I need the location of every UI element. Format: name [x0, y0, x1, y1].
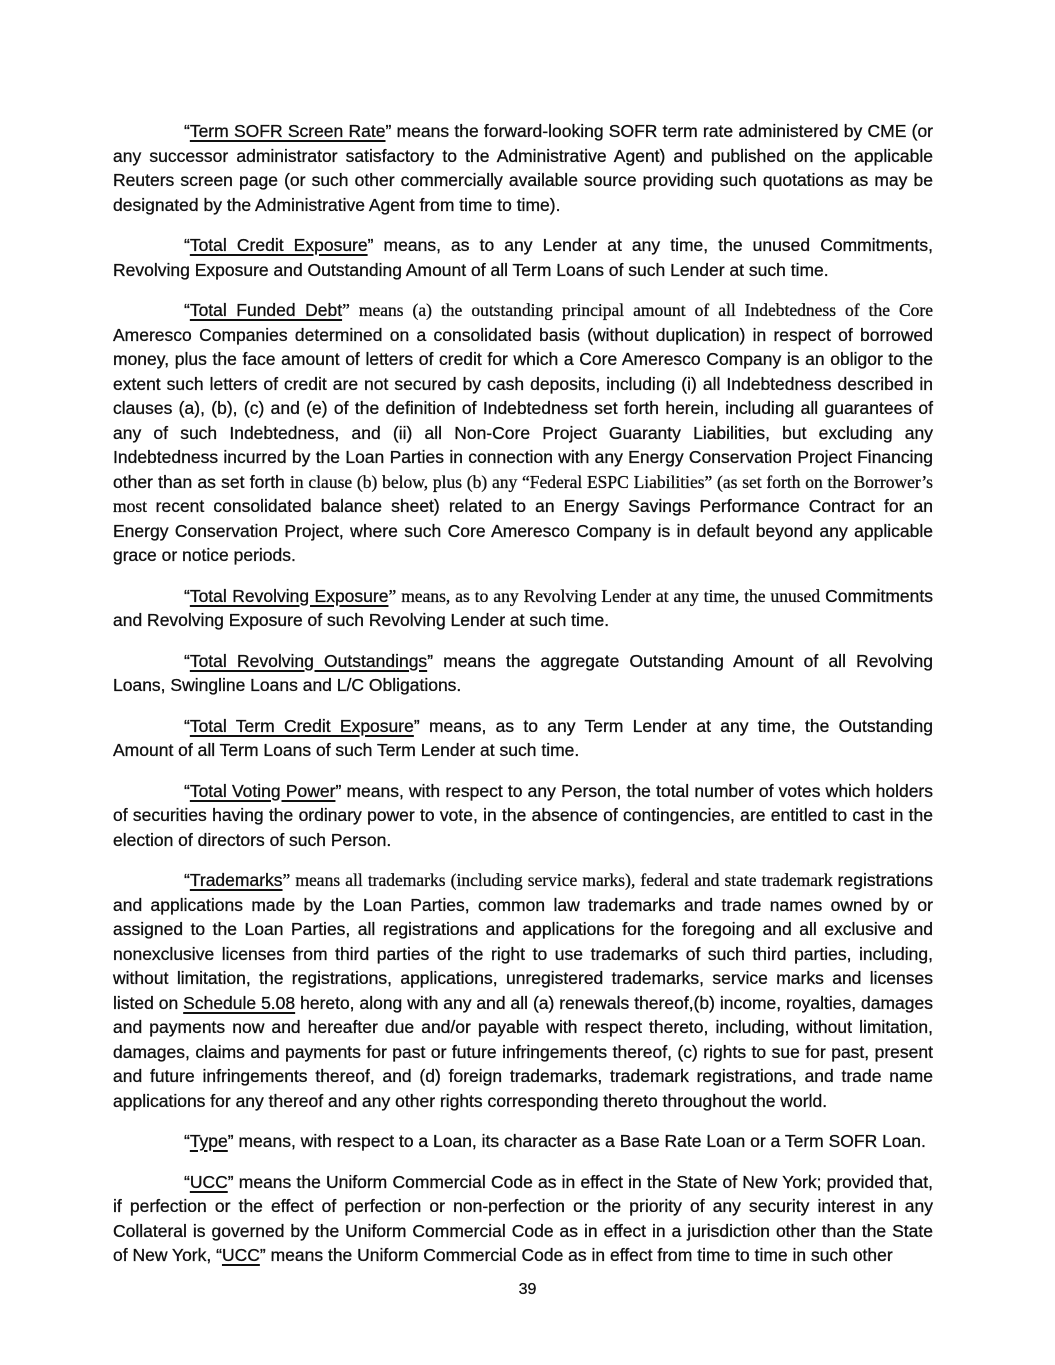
definition-text: ” means the aggregate Outstanding Amount of all Revolving Loans, Swingline Loans and L/C Obligations. — [113, 650, 934, 695]
definition-text: “ — [184, 121, 190, 141]
definition-text: registrations and applications made by the Loan Parties, common law trademarks and trade names owned by or assigned to the Loan Parties, all registrations and applications for the foregoing and all exclusive and nonexclusive licenses from third parties of the right to use trademarks of such third parties, including, without limitation, the registrations, applications, unregistered trademarks, service marks and licenses listed on — [113, 870, 933, 1013]
definition-text: Ameresco Companies determined on a consolidated basis (without duplication) in respect of borrowed money, plus the face amount of letters of credit for which a Core Ameresco Company is an obligor to the extent such letters of credit are not secured by cash deposits, including (i) all Indebtedness described in clauses (a), (b), (c) and (e) of the definition of Indebtedness set forth herein, including all guarantees of any of such Indebtedness, and (ii) all Non-Core Project Guaranty Liabilities, but excluding any Indebtedness incurred by the Loan Parties in connection with any Energy Conservation Project Financing other than as set forth — [113, 324, 933, 492]
definition-paragraph — [113, 1170, 933, 1268]
defined-term: Total Funded Debt — [189, 300, 343, 320]
defined-term: Total Term Credit Exposure — [189, 715, 414, 736]
definition-paragraph — [113, 714, 933, 763]
defined-term: Total Revolving Exposure — [189, 585, 389, 606]
definitions-list — [113, 119, 933, 1268]
definition-text: “ — [184, 1171, 190, 1192]
definition-text: “ — [184, 650, 190, 671]
definition-paragraph — [113, 868, 933, 1113]
definition-text: ” means the Uniform Commercial Code as in effect in the State of New York; provided that, if perfection or the effect of perfection or non-perfection or the priority of any security interest in any Collateral is governed by the Uniform Commercial Code as in effect in a jurisdiction other than the State of New York, “ — [113, 1171, 933, 1265]
definition-text: ” means, with respect to any Person, the total number of votes which holders of securities having the ordinary power to vote, in the absence of contingencies, are entitled to cast in the election of directors of such Person. — [113, 780, 933, 850]
definition-text: Commitments and Revolving Exposure of such Revolving Lender at such time. — [113, 585, 934, 630]
definition-text: ” means, as to any Revolving Lender at any time, the unused — [388, 585, 826, 606]
definition-paragraph — [113, 584, 933, 633]
definition-text: ” means the Uniform Commercial Code as in effect from time to time in such other — [259, 1245, 893, 1265]
definition-text: “ — [184, 1131, 190, 1151]
defined-term: Type — [189, 1131, 228, 1151]
defined-term: Schedule 5.08 — [183, 992, 296, 1013]
definition-text: ” means, with respect to a Loan, its character as a Base Rate Loan or a Term SOFR Loan. — [227, 1131, 926, 1151]
definition-text: “ — [184, 585, 190, 606]
definition-paragraph — [113, 233, 933, 282]
defined-term: Total Voting Power — [189, 780, 336, 801]
defined-term: Total Credit Exposure — [189, 235, 368, 255]
definition-text: ” means, as to any Lender at any time, the unused Commitments, Revolving Exposure and Outstanding Amount of all Term Loans of such Lender at such time. — [113, 235, 933, 280]
definition-text: recent consolidated balance sheet) related to an Energy Savings Performance Contract for an Energy Conservation Project, where such Core Ameresco Company is in default beyond any applicable grace or notice periods. — [113, 496, 933, 565]
defined-term: UCC — [221, 1245, 260, 1265]
defined-term: UCC — [189, 1171, 228, 1192]
definition-paragraph — [113, 119, 933, 217]
defined-term: Term SOFR Screen Rate — [189, 121, 386, 141]
definition-paragraph — [113, 1129, 933, 1154]
defined-term: Total Revolving Outstandings — [189, 650, 428, 671]
definition-text: “ — [184, 780, 190, 801]
definition-paragraph — [113, 779, 933, 853]
definition-paragraph — [113, 298, 933, 568]
definition-text: “ — [184, 870, 190, 890]
defined-term: Trademarks — [189, 870, 283, 890]
definition-text: hereto, along with any and all (a) renewals thereof,(b) income, royalties, damages and payments now and hereafter due and/or payable with respect thereto, including, without limitation, damages, claims and payments for past or future infringements thereof, (c) rights to sue for past, present and future infringements thereof, and (d) foreign trademarks, trademark registrations, and trade name applications for any thereof and any other rights corresponding thereto throughout the world. — [113, 992, 934, 1111]
definition-text: ” means, as to any Term Lender at any time, the Outstanding Amount of all Term Loans of such Term Lender at such time. — [113, 715, 933, 760]
definition-text: “ — [184, 715, 190, 736]
definition-text: ” means all trademarks (including service marks), federal and state trademark — [282, 870, 838, 890]
definition-text: ” means the forward-looking SOFR term rate administered by CME (or any successor administrator satisfactory to the Administrative Agent) and published on the applicable Reuters screen page (or such other commercially available source providing such quotations as may be designated by the Administrative Agent from time to time). — [113, 121, 934, 215]
definition-paragraph — [113, 649, 933, 698]
definition-text: “ — [184, 300, 190, 320]
definition-text: ” means (a) the outstanding principal amount of all Indebtedness of the Core — [342, 300, 933, 320]
definition-text: “ — [184, 235, 190, 255]
page-number: 39 — [518, 1281, 537, 1298]
definition-text: in clause (b) below, plus (b) any “Federal ESPC Liabilities” (as set forth on the Borrower’s most — [113, 471, 933, 516]
